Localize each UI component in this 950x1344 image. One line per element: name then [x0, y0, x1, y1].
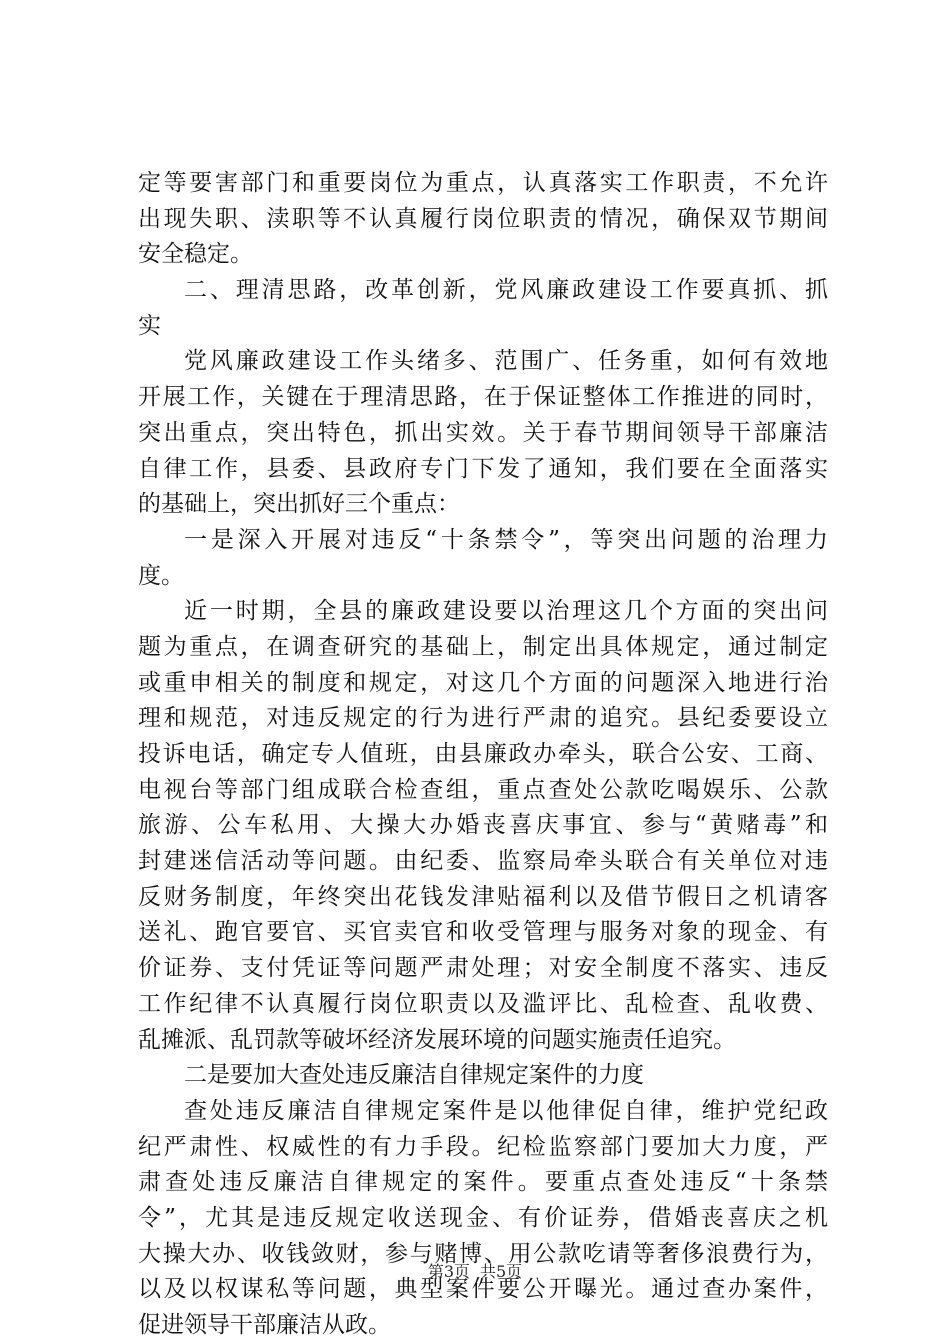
text-line: 肃查处违反廉洁自律规定的案件。要重点查处违反“十条禁: [138, 1169, 828, 1196]
subheading-line: 一是深入开展对违反“十条禁令”，等突出问题的治理力: [184, 526, 828, 553]
section-heading-line: 实: [138, 312, 161, 339]
text-line: 出现失职、渎职等不认真履行岗位职责的情况，确保双节期间: [138, 205, 828, 232]
text-line: 乱摊派、乱罚款等破坏经济发展环境的问题实施责任追究。: [138, 1026, 736, 1053]
text-line: 工作纪律不认真履行岗位职责以及滥评比、乱检查、乱收费、: [138, 990, 828, 1017]
text-line: 大操大办、收钱敛财，参与赌博、用公款吃请等奢侈浪费行为，: [138, 1240, 828, 1267]
text-line: 促进领导干部廉洁从政。: [138, 1312, 391, 1338]
text-line: 突出重点，突出特色，抓出实效。关于春节期间领导干部廉洁: [138, 419, 828, 446]
page-number: 第3页: [427, 1262, 470, 1281]
text-line: 近一时期，全县的廉政建设要以治理这几个方面的突出问: [184, 598, 828, 625]
text-line: 题为重点，在调查研究的基础上，制定出具体规定，通过制定: [138, 633, 828, 660]
text-line: 电视台等部门组成联合检查组，重点查处公款吃喝娱乐、公款: [138, 776, 828, 803]
text-line: 投诉电话，确定专人值班，由县廉政办牵头，联合公安、工商、: [138, 741, 828, 767]
page-footer: [0, 1262, 950, 1282]
text-line: 开展工作，关键在于理清思路，在于保证整体工作推进的同时，: [138, 384, 828, 411]
text-line: 令”，尤其是违反规定收送现金、有价证券，借婚丧喜庆之机: [138, 1204, 828, 1231]
text-line: 旅游、公车私用、大操大办婚丧喜庆事宜、参与“黄赌毒”和: [138, 812, 828, 839]
text-line: 以及以权谋私等问题，典型案件要公开曝光。通过查办案件，: [138, 1276, 828, 1303]
document-body: [138, 166, 828, 1344]
text-line: 纪严肃性、权威性的有力手段。纪检监察部门要加大力度，严: [138, 1133, 828, 1160]
text-line: 定等要害部门和重要岗位为重点，认真落实工作职责，不允许: [138, 170, 828, 196]
text-line: 封建迷信活动等问题。由纪委、监察局牵头联合有关单位对违: [138, 848, 828, 875]
text-line: 自律工作，县委、县政府专门下发了通知，我们要在全面落实: [138, 455, 828, 482]
text-line: 党风廉政建设工作头绪多、范围广、任务重，如何有效地: [184, 348, 828, 375]
text-line: 反财务制度，年终突出花钱发津贴福利以及借节假日之机请客: [138, 883, 828, 910]
text-line: 的基础上，突出抓好三个重点：: [138, 491, 460, 518]
page-total: 共5页: [480, 1262, 523, 1281]
text-line: 理和规范，对违反规定的行为进行严肃的追究。县纪委要设立: [138, 705, 828, 732]
text-line: 安全稳定。: [138, 241, 253, 268]
subheading-line: 二是要加大查处违反廉洁自律规定案件的力度: [184, 1062, 644, 1089]
section-heading-line: 二、理清思路，改革创新，党风廉政建设工作要真抓、抓: [184, 277, 828, 304]
text-line: 或重申相关的制度和规定，对这几个方面的问题深入地进行治: [138, 669, 828, 696]
text-line: 送礼、跑官要官、买官卖官和收受管理与服务对象的现金、有: [138, 919, 828, 946]
text-line: 查处违反廉洁自律规定案件是以他律促自律，维护党纪政: [184, 1097, 828, 1124]
text-line: 价证券、支付凭证等问题严肃处理；对安全制度不落实、违反: [138, 955, 828, 982]
subheading-line: 度。: [138, 562, 184, 589]
